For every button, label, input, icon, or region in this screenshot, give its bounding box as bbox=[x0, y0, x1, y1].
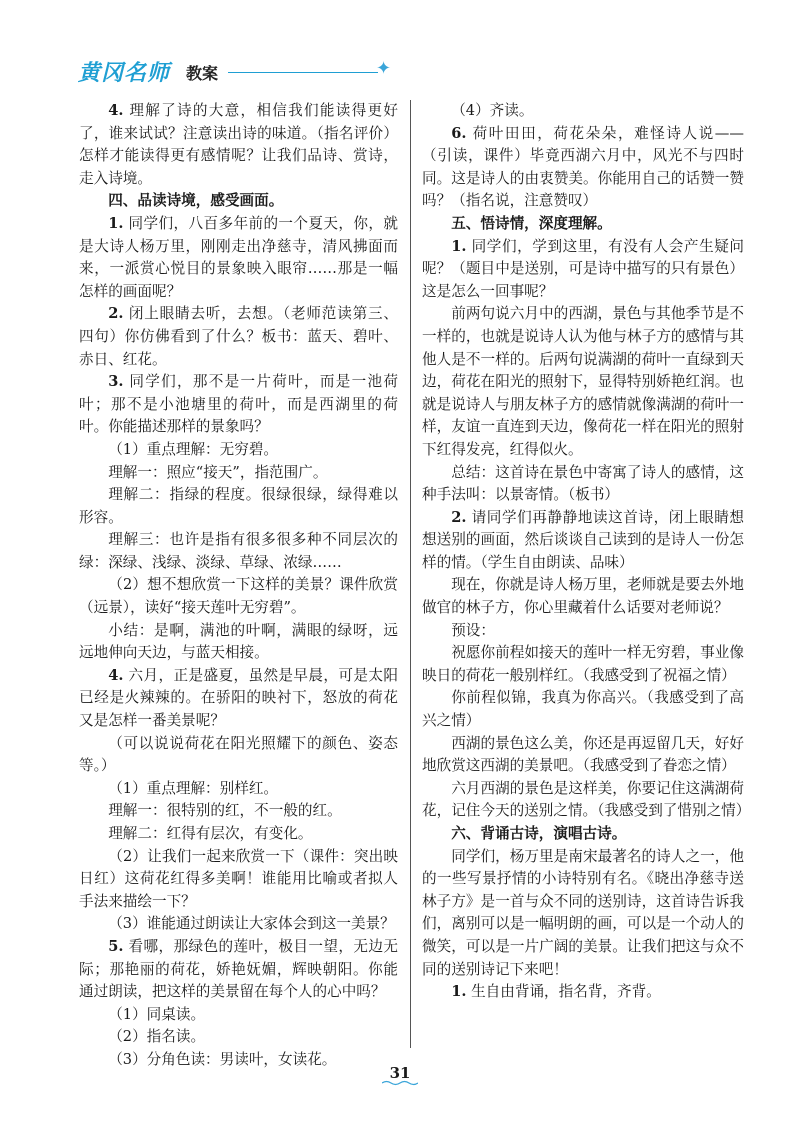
paragraph-text: 看哪，那绿色的莲叶，极目一望，无边无际；那艳丽的荷花，娇艳妩媚，辉映朝阳。你能通过朗读，把这样的美景留在每个人的心中吗？ bbox=[79, 937, 398, 1001]
paragraph-text: 你前程似锦，我真为你高兴。（我感受到了高兴之情） bbox=[422, 689, 744, 730]
paragraph-text: 预设： bbox=[451, 621, 495, 639]
right-column bbox=[422, 100, 751, 1004]
brand-logo: 黄冈名师 bbox=[78, 61, 171, 86]
paragraph bbox=[79, 574, 398, 619]
paragraph-text: 现在，你就是诗人杨万里，老师就是要去外地做官的林子方，你心里藏着什么话要对老师说？ bbox=[422, 576, 744, 617]
page-header bbox=[78, 56, 398, 96]
paragraph-text: 理解一：很特别的红，不一般的红。 bbox=[108, 802, 342, 820]
paragraph bbox=[79, 213, 398, 303]
item-number: 1. bbox=[451, 983, 467, 1001]
item-number: 2. bbox=[451, 508, 467, 526]
header-rule bbox=[228, 72, 378, 73]
paragraph bbox=[422, 123, 744, 213]
paragraph-text: （2）指名读。 bbox=[108, 1028, 206, 1046]
paragraph bbox=[422, 507, 744, 575]
paragraph-text: 请同学们再静静地读这首诗，闭上眼睛想想送别的画面，然后谈谈自己读到的是诗人一份怎样的情。（学生自由朗读、品味） bbox=[422, 508, 744, 571]
paragraph-text: 四、品读诗境，感受画面。 bbox=[108, 192, 284, 210]
column-divider bbox=[410, 100, 411, 1048]
paragraph bbox=[79, 371, 398, 439]
paragraph bbox=[422, 981, 744, 1004]
paragraph bbox=[79, 665, 398, 733]
paragraph bbox=[79, 462, 398, 485]
paragraph-text: 理解二：指绿的程度。很绿很绿，绿得难以形容。 bbox=[79, 486, 398, 526]
paragraph bbox=[79, 733, 398, 778]
paragraph bbox=[422, 462, 744, 507]
paragraph-text: 小结：是啊，满池的叶啊，满眼的绿呀，远远地伸向天边，与蓝天相接。 bbox=[79, 621, 398, 662]
item-number: 5. bbox=[108, 937, 124, 955]
paragraph-text: （3）谁能通过朗读让大家体会到这一美景？ bbox=[108, 915, 395, 933]
paragraph bbox=[422, 733, 744, 778]
paragraph bbox=[79, 529, 398, 574]
paragraph bbox=[422, 303, 744, 461]
section-heading bbox=[422, 823, 744, 846]
paragraph-text: 同学们，学到这里，有没有人会产生疑问呢？（题目中是送别，可是诗中描写的只有景色）这是怎么一回事呢？ bbox=[422, 237, 744, 300]
section-heading bbox=[79, 190, 398, 213]
paragraph-text: 同学们，八百多年前的一个夏天，你，就是大诗人杨万里，刚刚走出净慈寺，清风拂面而来，一派赏心悦目的景象映入眼帘……那是一幅怎样的画面呢？ bbox=[79, 214, 398, 300]
paragraph bbox=[422, 620, 744, 643]
paragraph bbox=[79, 913, 398, 936]
paragraph bbox=[79, 800, 398, 823]
item-number: 2. bbox=[108, 305, 124, 323]
paragraph-text: 六月西湖的景色是这样美，你要记住这满湖荷花，记住今天的送别之情。（我感受到了惜别之情） bbox=[422, 779, 751, 820]
header-subtitle: 教案 bbox=[186, 64, 219, 83]
paragraph-text: 总结：这首诗在景色中寄寓了诗人的感情，这种手法叫：以景寄情。（板书） bbox=[422, 463, 744, 504]
paragraph-text: 生自由背诵，指名背，齐背。 bbox=[466, 983, 661, 1001]
page-number-text: 31 bbox=[389, 1064, 411, 1082]
paragraph bbox=[79, 936, 398, 1004]
paragraph-text: （可以说说荷花在阳光照耀下的颜色、姿态等。） bbox=[79, 734, 398, 775]
paragraph bbox=[79, 1026, 398, 1049]
paragraph-text: 前两句说六月中的西湖，景色与其他季节是不一样的，也就是说诗人认为他与林子方的感情与其他人是不一样的。后两句说满湖的荷叶一直绿到天边，荷花在阳光的照射下，显得特别娇艳红润。也就是说诗人与朋友林子方的感情就像满湖的荷叶一样，友谊一直连到天边，像荷花一样在阳光的照射下红得发亮，红得似火。 bbox=[422, 305, 744, 458]
paragraph bbox=[422, 236, 744, 304]
paragraph-text: 六月，正是盛夏，虽然是早晨，可是太阳已经是火辣辣的。在骄阳的映衬下，怒放的荷花又是怎样一番美景呢？ bbox=[79, 666, 398, 730]
section-heading bbox=[422, 213, 744, 236]
paragraph bbox=[422, 574, 744, 619]
paragraph-text: 祝愿你前程如接天的莲叶一样无穷碧，事业像映日的荷花一般别样红。（我感受到了祝福之情） bbox=[422, 644, 744, 684]
paragraph bbox=[79, 778, 398, 801]
paragraph bbox=[79, 303, 398, 371]
left-column bbox=[79, 100, 398, 1072]
paragraph-text: （4）齐读。 bbox=[451, 102, 534, 119]
item-number: 3. bbox=[108, 373, 124, 391]
paragraph bbox=[422, 100, 744, 123]
paragraph-text: （1）重点理解：别样红。 bbox=[108, 779, 279, 797]
paragraph-text: （3）分角色读：男读叶，女读花。 bbox=[108, 1050, 337, 1068]
paragraph-text: 五、悟诗情，深度理解。 bbox=[451, 214, 612, 232]
paragraph bbox=[79, 620, 398, 665]
paragraph bbox=[422, 642, 744, 687]
paragraph bbox=[79, 846, 398, 914]
paragraph-text: （2）让我们一起来欣赏一下（课件：突出映日红）这荷花红得多美啊！谁能用比喻或者拟人手法来描绘一下？ bbox=[79, 847, 398, 910]
paragraph-text: 理解了诗的大意，相信我们能读得更好了，谁来试试？注意读出诗的味道。（指名评价）怎样才能读得更有感情呢？让我们品诗、赏诗，走入诗境。 bbox=[79, 102, 398, 187]
paragraph bbox=[79, 1004, 398, 1027]
paragraph-text: （2）想不想欣赏一下这样的美景？课件欣赏（远景），读好“接天莲叶无穷碧”。 bbox=[79, 576, 398, 617]
paragraph-text: 同学们，杨万里是南宋最著名的诗人之一，他的一些写景抒情的小诗特别有名。《晓出净慈寺送林子方》是一首与众不同的送别诗，这首诗告诉我们，离别可以是一幅明朗的画，可以是一个动人的微笑，可以是一片广阔的美景。让我们把这与众不同的送别诗记下来吧！ bbox=[422, 847, 744, 978]
paragraph bbox=[422, 846, 744, 982]
paragraph bbox=[422, 778, 751, 823]
paragraph-text: 理解一：照应“接天”，指范围广。 bbox=[108, 463, 328, 481]
paragraph bbox=[79, 100, 398, 190]
item-number: 6. bbox=[451, 124, 467, 142]
paragraph-text: 闭上眼睛去听，去想。（老师范读第三、四句）你仿佛看到了什么？板书：蓝天、碧叶、赤日、红花。 bbox=[79, 305, 398, 368]
item-number: 4. bbox=[108, 666, 124, 684]
paragraph bbox=[79, 484, 398, 529]
paragraph-text: 荷叶田田，荷花朵朵，难怪诗人说——（引读，课件）毕竟西湖六月中，风光不与四时同。这是诗人的由衷赞美。你能用自己的话赞一赞吗？（指名说，注意赞叹） bbox=[422, 124, 744, 210]
paragraph-text: 西湖的景色这么美，你还是再逗留几天，好好地欣赏这西湖的美景吧。（我感受到了眷恋之情） bbox=[422, 734, 744, 775]
paragraph-text: （1）重点理解：无穷碧。 bbox=[108, 440, 279, 458]
sparkle-icon: ✦ bbox=[376, 58, 392, 79]
item-number: 1. bbox=[451, 237, 467, 255]
paragraph-text: 理解二：红得有层次，有变化。 bbox=[108, 825, 313, 842]
page-number bbox=[0, 1064, 800, 1086]
paragraph-text: 六、背诵古诗，演唱古诗。 bbox=[451, 825, 627, 842]
paragraph bbox=[79, 823, 398, 846]
paragraph bbox=[79, 439, 398, 462]
paragraph-text: 同学们，那不是一片荷叶，而是一池荷叶；那不是小池塘里的荷叶，而是西湖里的荷叶。你能描述那样的景象吗？ bbox=[79, 373, 398, 436]
item-number: 4. bbox=[108, 102, 124, 119]
item-number: 1. bbox=[108, 214, 124, 232]
paragraph-text: （1）同桌读。 bbox=[108, 1005, 206, 1023]
paragraph-text: 理解三：也许是指有很多很多种不同层次的绿：深绿、浅绿、淡绿、草绿、浓绿…… bbox=[79, 531, 398, 571]
paragraph bbox=[422, 687, 744, 732]
